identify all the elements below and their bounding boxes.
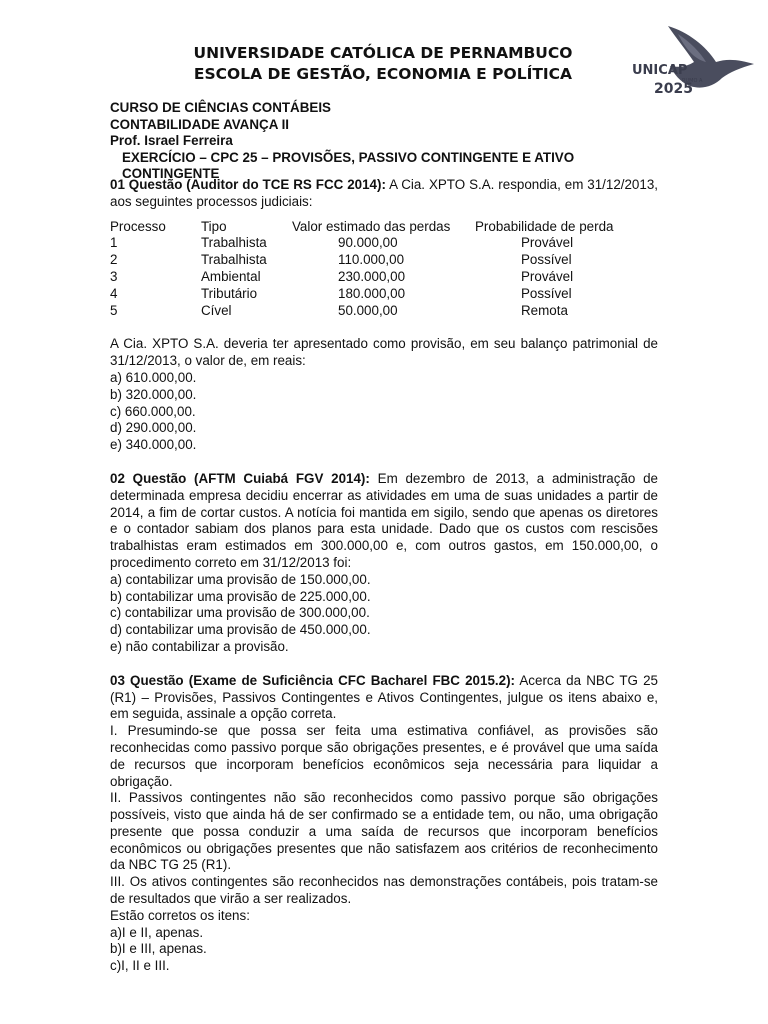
question-2-text: 02 Questão (AFTM Cuiabá FGV 2014): Em dezembro de 2013, a administração de determinada empresa decidiu encerrar as atividades em uma de suas unidades a partir de 2014, a fim de cortar custos. A notícia foi mantida em sigilo, sendo que apenas os diretores e o contador sabiam dos planos para esta unidade. Dado que os custos com rescisões trabalhistas eram estimados em 300.000,00 e, com outros gastos, em 150.000,00, o procedimento correto em 31/12/2013 foi: <box>110 470 659 570</box>
statement-item: I. Presumindo-se que possa ser feita uma estimativa confiável, as provisões são reconhecidas como passivo porque são obrigações presentes, e é provável que uma saída de recursos que incorporam benefícios econômicos seja necessária para liquidar a obrigação. <box>110 723 658 789</box>
university-name: UNIVERSIDADE CATÓLICA DE PERNAMBUCO <box>193 44 573 62</box>
course-name: CURSO DE CIÊNCIAS CONTÁBEIS <box>110 100 331 115</box>
option-item: b)I e III, apenas. <box>110 941 207 957</box>
logo-tagline: RUMO A <box>682 78 703 84</box>
option-item: b) 320.000,00. <box>110 386 197 402</box>
table-row: 4 Tributário 180.000,00 Possível <box>110 285 572 301</box>
logo-brand: UNICAP <box>632 63 688 78</box>
table-header-row <box>110 219 655 236</box>
option-item: c)I, II e III. <box>110 958 170 974</box>
question-3-prompt: Estão corretos os itens: <box>110 907 250 923</box>
exercise-title: EXERCÍCIO – CPC 25 – PROVISÕES, PASSIVO CONTINGENTE E ATIVO CONTINGENTE <box>122 149 575 181</box>
table-row: 5 Cível 50.000,00 Remota <box>110 302 568 318</box>
option-item: d) contabilizar uma provisão de 450.000,00. <box>110 622 371 638</box>
column-header: Valor estimado das perdas <box>292 218 451 234</box>
logo-year: 2025 <box>654 81 693 97</box>
option-item: b) contabilizar uma provisão de 225.000,00. <box>110 588 371 604</box>
question-2-head: 02 Questão (AFTM Cuiabá FGV 2014): <box>110 470 370 486</box>
table-row: 3 Ambiental 230.000,00 Provável <box>110 268 574 284</box>
option-item: c) 660.000,00. <box>110 403 196 419</box>
unicap-logo <box>630 20 756 102</box>
question-3-text: 03 Questão (Exame de Suficiência CFC Bacharel FBC 2015.2): Acerca da NBC TG 25 (R1) – Provisões, Passivos Contingentes e Ativos Contingentes, julgue os itens abaixo e, em seguida, assinale a opção correta. <box>110 672 658 722</box>
question-1-head: 01 Questão (Auditor do TCE RS FCC 2014): <box>110 177 386 192</box>
institution-header <box>150 43 616 85</box>
question-3-head: 03 Questão (Exame de Suficiência CFC Bacharel FBC 2015.2): <box>110 672 515 688</box>
column-header: Tipo <box>201 218 227 234</box>
question-1-intro: 01 Questão (Auditor do TCE RS FCC 2014): A Cia. XPTO S.A. respondia, em 31/12/2013, aos seguintes processos judiciais: <box>110 177 658 209</box>
discipline-name: CONTABILIDADE AVANÇA II <box>110 116 290 132</box>
option-item: a)I e II, apenas. <box>110 924 204 940</box>
dove-icon <box>668 26 754 88</box>
statement-item: II. Passivos contingentes não são reconhecidos como passivo porque são obrigações possíveis, visto que ainda há de ser confirmado se a entidade tem, ou não, uma obrigação presente que possa conduzir a uma saída de recursos que incorporam benefícios econômicos ou obrigações presentes que não satisfazem aos critérios de reconhecimento da NBC TG 25 (R1). <box>110 790 658 873</box>
option-item: a) 610.000,00. <box>110 369 197 385</box>
process-table <box>110 219 655 320</box>
exercise-body <box>110 177 658 975</box>
school-name: ESCOLA DE GESTÃO, ECONOMIA E POLÍTICA <box>193 65 573 83</box>
option-item: a) contabilizar uma provisão de 150.000,00. <box>110 571 371 587</box>
column-header: Probabilidade de perda <box>475 218 614 234</box>
option-item: e) não contabilizar a provisão. <box>110 638 289 654</box>
option-item: c) contabilizar uma provisão de 300.000,00. <box>110 605 370 621</box>
column-header: Processo <box>110 218 166 234</box>
professor-name: Prof. Israel Ferreira <box>110 133 233 148</box>
option-item: d) 290.000,00. <box>110 420 197 436</box>
course-info <box>110 100 670 183</box>
statement-item: III. Os ativos contingentes são reconhecidos nas demonstrações contábeis, pois tratam-se de resultados que virão a ser realizados. <box>110 874 658 907</box>
table-row: 1 Trabalhista 90.000,00 Provável <box>110 235 574 251</box>
option-item: e) 340.000,00. <box>110 437 197 453</box>
question-1-text: A Cia. XPTO S.A. deveria ter apresentado como provisão, em seu balanço patrimonial de 31/12/2013, o valor de, em reais: <box>110 336 658 369</box>
table-row: 2 Trabalhista 110.000,00 Possível <box>110 252 572 268</box>
